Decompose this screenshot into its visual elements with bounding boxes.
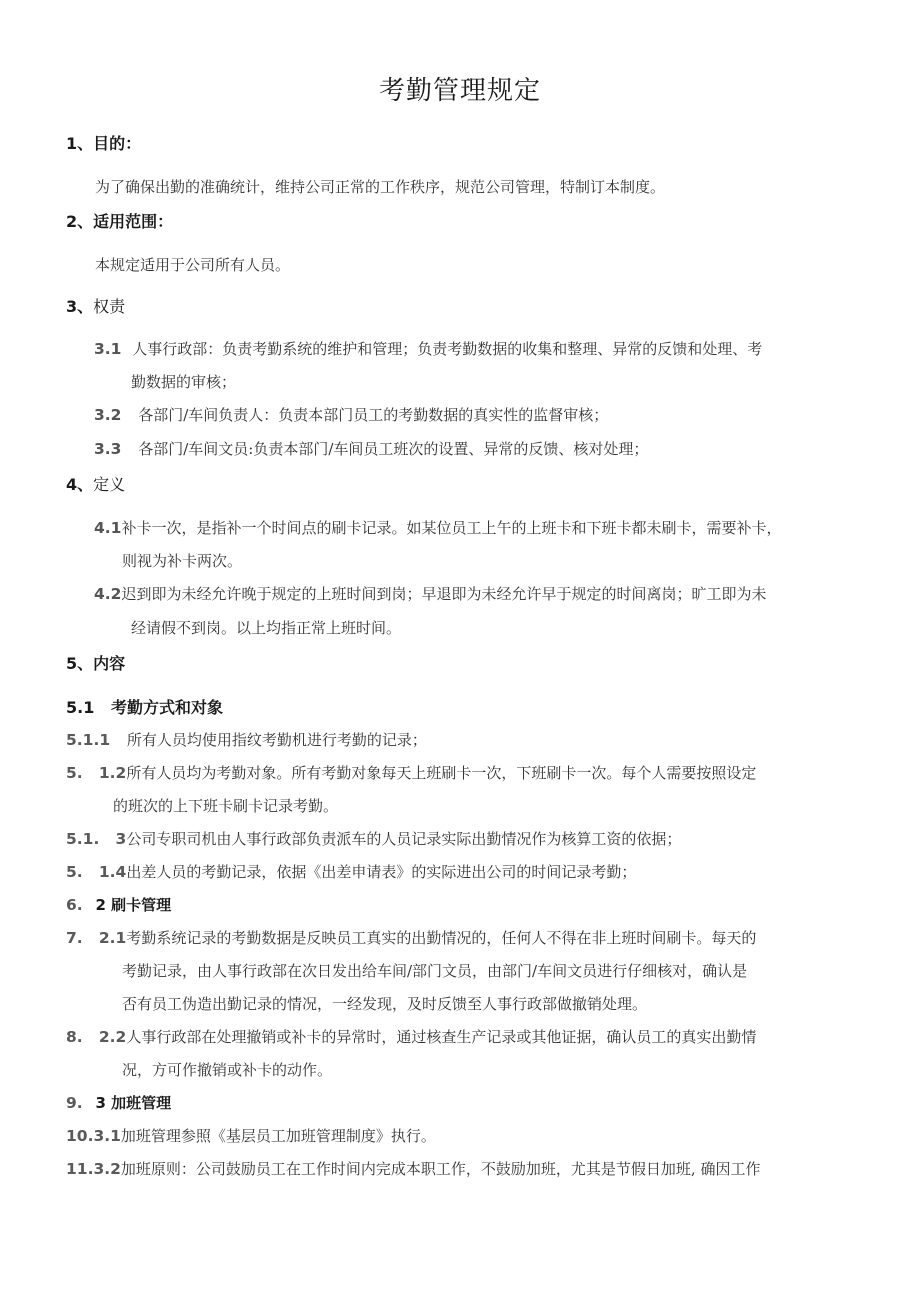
- item-3-2: [94, 404, 608, 425]
- item-4-2-line2: 经请假不到岗。以上均指正常上班时间。: [131, 619, 402, 637]
- section-4-heading: [66, 472, 125, 495]
- heading-9-number: 9.: [66, 1094, 83, 1112]
- item-4-2: [94, 583, 766, 604]
- heading-9-label: 3 加班管理: [95, 1094, 172, 1112]
- item-3-1-line2: 勤数据的审核；: [131, 373, 237, 391]
- item-10-3-1-number: 10.3.1: [66, 1127, 121, 1145]
- item-7-2-1-line2: 考勤记录，由人事行政部在次日发出给车间/部门文员，由部门/车间文员进行仔细核对，确认是: [122, 962, 748, 980]
- item-4-2-line1: 迟到即为未经允许晚于规定的上班时间到岗；早退即为未经允许早于规定的时间离岗；旷工即为未: [121, 585, 767, 603]
- item-3-3-text: 各部门/车间文员:负责本部门/车间员工班次的设置、异常的反馈、核对处理；: [138, 440, 649, 458]
- item-11-3-2: [66, 1158, 760, 1179]
- section-1-text: 为了确保出勤的准确统计，维持公司正常的工作秩序，规范公司管理，特制订本制度。: [95, 178, 666, 196]
- item-5-1-3-number: 5.1. 3: [66, 830, 127, 848]
- item-11-3-2-text: 加班原则：公司鼓励员工在工作时间内完成本职工作，不鼓励加班，尤其是节假日加班, 确因工作: [120, 1160, 761, 1178]
- item-7-2-1: [66, 927, 756, 948]
- item-5-1-2-number: 5. 1.2: [66, 764, 127, 782]
- item-5-1-3-text: 公司专职司机由人事行政部负责派车的人员记录实际出勤情况作为核算工资的依据；: [126, 830, 682, 848]
- item-8-2-2-line2: 况，方可作撤销或补卡的动作。: [122, 1061, 333, 1079]
- document-title: 考勤管理规定: [378, 76, 541, 106]
- item-5-1-1-text: 所有人员均使用指纹考勤机进行考勤的记录；: [126, 731, 427, 749]
- item-5-1-4-text: 出差人员的考勤记录，依据《出差申请表》的实际进出公司的时间记录考勤；: [126, 863, 637, 881]
- section-2-heading: 2、适用范围：: [66, 212, 174, 231]
- section-3-label: 权责: [93, 297, 126, 316]
- item-3-1-line1: 人事行政部：负责考勤系统的维护和管理；负责考勤数据的收集和整理、异常的反馈和处理、考: [132, 340, 763, 358]
- item-11-3-2-number: 11.3.2: [66, 1160, 121, 1178]
- item-4-1-line2: 则视为补卡两次。: [122, 552, 243, 570]
- item-4-1-line1: 补卡一次，是指补一个时间点的刷卡记录。如某位员工上午的上班卡和下班卡都未刷卡，需要补卡，: [121, 519, 782, 537]
- item-3-1: [94, 338, 762, 359]
- item-5-1-4: [66, 861, 636, 882]
- item-8-2-2-number: 8. 2.2: [66, 1028, 127, 1046]
- item-5-1-2-line2: 的班次的上下班卡刷卡记录考勤。: [113, 797, 339, 815]
- item-4-2-number: 4.2: [94, 585, 122, 603]
- item-5-1-3: [66, 828, 681, 849]
- section-4-label: 定义: [93, 475, 126, 494]
- item-5-1-4-number: 5. 1.4: [66, 863, 127, 881]
- heading-card-management: [66, 894, 171, 915]
- section-3-number: 3、: [66, 297, 94, 316]
- heading-6-label: 2 刷卡管理: [95, 896, 172, 914]
- item-8-2-2-line1: 人事行政部在处理撤销或补卡的异常时，通过核查生产记录或其他证据，确认员工的真实出勤情: [126, 1028, 757, 1046]
- item-10-3-1: [66, 1125, 436, 1146]
- item-3-2-text: 各部门/车间负责人：负责本部门员工的考勤数据的真实性的监督审核；: [138, 406, 609, 424]
- item-8-2-2: [66, 1026, 756, 1047]
- section-4-number: 4、: [66, 475, 94, 494]
- item-7-2-1-line1: 考勤系统记录的考勤数据是反映员工真实的出勤情况的，任何人不得在非上班时间刷卡。每天的: [126, 929, 757, 947]
- item-3-3-number: 3.3: [94, 440, 122, 458]
- item-5-1-1-number: 5.1.1: [66, 731, 111, 749]
- item-3-3: [94, 438, 648, 459]
- item-7-2-1-number: 7. 2.1: [66, 929, 127, 947]
- subsection-5-1-heading: 5.1 考勤方式和对象: [66, 698, 224, 717]
- item-10-3-1-text: 加班管理参照《基层员工加班管理制度》执行。: [120, 1127, 436, 1145]
- section-2-text: 本规定适用于公司所有人员。: [95, 256, 291, 274]
- item-4-1-number: 4.1: [94, 519, 122, 537]
- item-3-2-number: 3.2: [94, 406, 122, 424]
- heading-overtime-management: [66, 1092, 171, 1113]
- item-5-1-2-line1: 所有人员均为考勤对象。所有考勤对象每天上班刷卡一次，下班刷卡一次。每个人需要按照设定: [126, 764, 757, 782]
- heading-6-number: 6.: [66, 896, 83, 914]
- item-7-2-1-line3: 否有员工伪造出勤记录的情况，一经发现，及时反馈至人事行政部做撤销处理。: [122, 995, 648, 1013]
- section-3-heading: [66, 294, 125, 317]
- item-5-1-2: [66, 762, 756, 783]
- section-1-heading: 1、目的：: [66, 134, 142, 153]
- section-5-heading: 5、内容: [66, 654, 126, 673]
- item-5-1-1: [66, 729, 427, 750]
- item-4-1: [94, 517, 781, 538]
- item-3-1-number: 3.1: [94, 340, 122, 358]
